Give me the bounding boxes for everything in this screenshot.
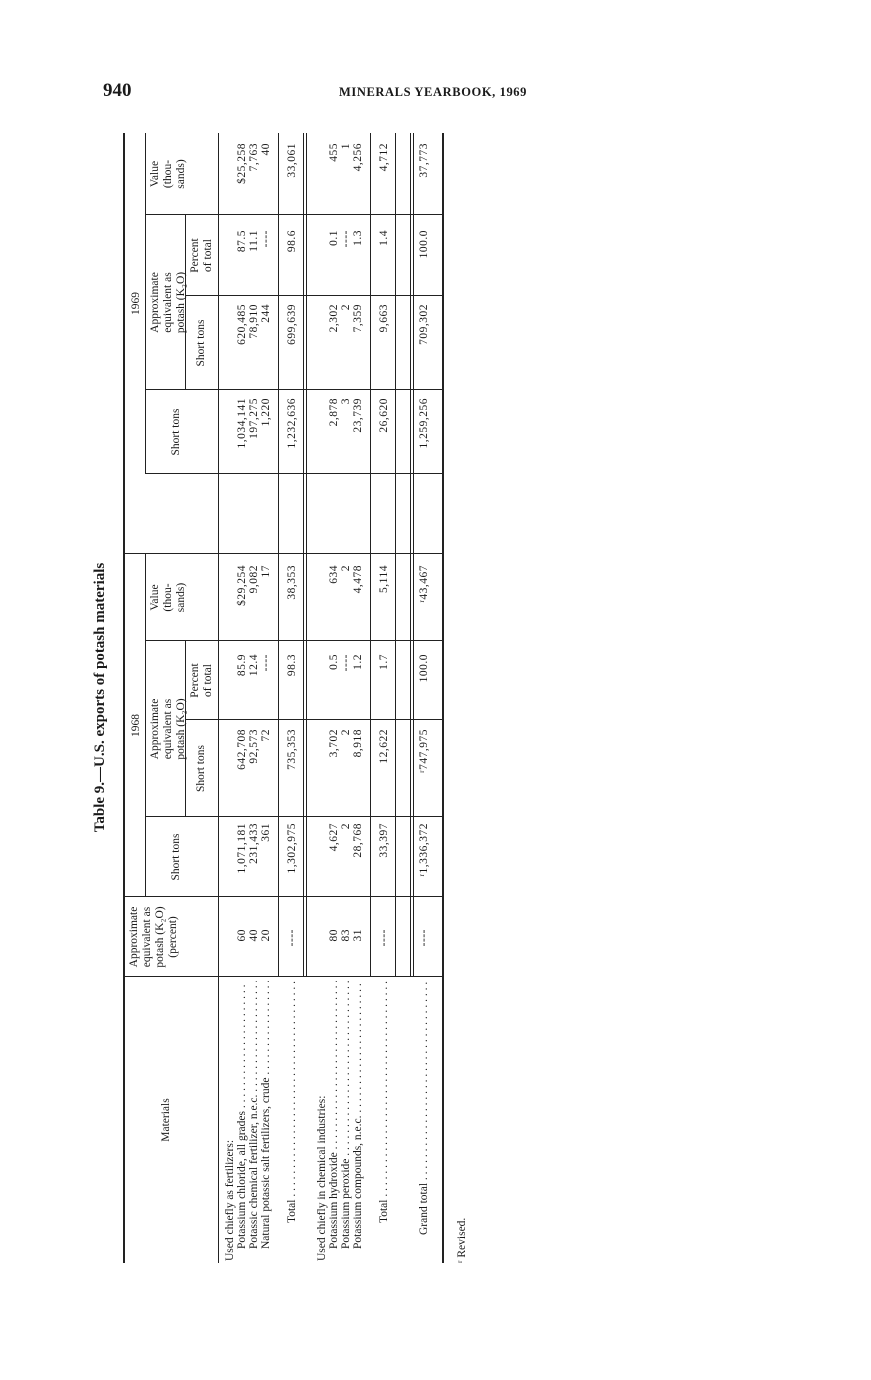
cell-short-tons-1968: 4,627 [328,823,340,852]
cell-k2o-1968: ʳ747,975 [418,729,430,773]
row-label: Potassium hydroxide . . . [328,981,341,1249]
cell-value-1969: 4,712 [378,143,390,172]
cell-short-tons-1968: 1,302,975 [286,823,298,874]
cell-percent-total-1969: 11.1 [248,230,260,252]
header-value-1968: Value (thou- sands) [149,582,187,613]
table-top-rule [123,133,125,1263]
rule-below-total [303,133,304,977]
cell-percent: 80 [328,929,340,942]
cell-short-tons-1968: 28,768 [352,823,364,858]
cell-percent: ---- [418,929,430,947]
table-title: Table 9.—U.S. exports of potash materials [92,562,108,833]
cell-percent-total-1968: ---- [260,654,272,672]
rule-above-grand-total [410,133,411,977]
cell-value-1969: 37,773 [418,143,430,178]
cell-percent-total-1969: ---- [260,230,272,248]
cell-value-1969: 40 [260,143,272,156]
cell-percent: 60 [236,929,248,942]
cell-percent-total-1969: 1.4 [378,230,390,246]
cell-value-1969: 7,763 [248,143,260,172]
header-short-tons-1969: Short tons [170,408,182,456]
cell-short-tons-1969: 23,739 [352,398,364,433]
cell-short-tons-1968: 231,433 [248,823,260,864]
row-label-total: Total . . . [378,981,391,1223]
row-label: Potassium compounds, n.e.c. . . . [352,981,365,1249]
cell-short-tons-1968: 361 [260,823,272,842]
cell-k2o-1968: 8,918 [352,729,364,758]
cell-percent-total-1968: ---- [340,654,352,672]
cell-k2o-1969: 244 [260,304,272,323]
header-year-1969: 1969 [130,292,142,315]
cell-value-1969: 4,256 [352,143,364,172]
rule-above-total [370,133,371,977]
rule-1968-span [145,554,146,897]
cell-value-1968: 634 [328,565,340,584]
cell-k2o-1968: 12,622 [378,729,390,764]
cell-short-tons-1968: 33,397 [378,823,390,858]
cell-short-tons-1969: 1,232,636 [286,398,298,449]
col-sep [186,295,442,296]
header-percent-total-1969: Percent of total [189,238,214,273]
cell-short-tons-1968: ʳ1,336,372 [418,823,430,877]
group-label-chemical: Used chiefly in chemical industries: [316,1095,328,1261]
cell-percent: 31 [352,929,364,942]
cell-percent-total-1969: 1.3 [352,230,364,246]
cell-k2o-1968: 3,702 [328,729,340,758]
cell-k2o-1969: 699,639 [286,304,298,345]
cell-k2o-1968: 2 [340,729,352,736]
cell-short-tons-1968: 2 [340,823,352,830]
cell-short-tons-1969: 26,620 [378,398,390,433]
cell-percent-total-1969: 0.1 [328,230,340,246]
cell-percent-total-1969: 98.6 [286,230,298,253]
header-short-tons-1968: Short tons [170,833,182,881]
header-sub-short-tons-1968: Short tons [195,745,207,792]
cell-value-1968: 2 [340,565,352,572]
cell-percent-total-1968: 85.9 [236,654,248,677]
row-label: Potassium peroxide . . . [340,981,353,1249]
cell-value-1968: 38,353 [286,565,298,600]
rule-below-total [395,133,396,977]
header-percent-total-1968: Percent of total [189,663,214,698]
row-label: Potassium chloride, all grades . . . [236,981,249,1249]
cell-short-tons-1968: 1,071,181 [236,823,248,874]
cell-k2o-1969: 709,302 [418,304,430,345]
rotated-table [90,120,475,1275]
header-bottom-rule [218,133,219,1263]
cell-percent: ---- [286,929,298,947]
rule-1969-span [145,133,146,474]
cell-value-1968: 9,082 [248,565,260,594]
header-approx-1969: Approximate equivalent as potash (K₂O) [149,271,187,334]
cell-percent-total-1968: 12.4 [248,654,260,677]
cell-percent: ---- [378,929,390,947]
cell-percent: 20 [260,929,272,942]
cell-short-tons-1969: 1,220 [260,398,272,427]
cell-k2o-1969: 620,485 [236,304,248,345]
group-label-fertilizers: Used chiefly as fertilizers: [224,1139,236,1261]
cell-value-1969: 455 [328,143,340,162]
table-bottom-rule [442,133,444,1263]
row-label: Natural potassic salt fertilizers, crude . . . [260,981,273,1249]
col-sep [186,719,442,720]
rule-above-grand-total [413,133,414,977]
row-label-total: Total . . . [286,981,299,1223]
cell-k2o-1969: 2,302 [328,304,340,333]
cell-percent-total-1968: 0.5 [328,654,340,670]
cell-percent-total-1968: 100.0 [418,654,430,683]
row-label-grand-total: Grand total . . . [418,981,431,1235]
rule-below-total [306,133,307,977]
cell-value-1968: 17 [260,565,272,578]
cell-k2o-1968: 735,353 [286,729,298,770]
cell-k2o-1968: 92,573 [248,729,260,764]
cell-percent-total-1969: 87.5 [236,230,248,253]
header-materials: Materials [160,1098,172,1142]
cell-value-1968: 4,478 [352,565,364,594]
cell-short-tons-1969: 1,034,141 [236,398,248,449]
cell-percent: 83 [340,929,352,942]
cell-percent-total-1969: ---- [340,230,352,248]
footnote: ʳ Revised. [456,1217,468,1263]
cell-percent: 40 [248,929,260,942]
cell-value-1969: 1 [340,143,352,150]
row-label: Potassic chemical fertilizer, n.e.c. . . . [248,981,261,1249]
cell-k2o-1969: 9,663 [378,304,390,333]
cell-short-tons-1969: 2,878 [328,398,340,427]
cell-short-tons-1969: 3 [340,398,352,405]
cell-value-1968: ʳ43,467 [418,565,430,603]
header-approx-percent: Approximate equivalent as potash (K₂O) (percent) [128,906,179,968]
header-value-1969: Value (thou- sands) [149,159,187,189]
header-year-1968: 1968 [130,714,142,737]
running-head: MINERALS YEARBOOK, 1969 [339,85,528,99]
cell-value-1969: 33,061 [286,143,298,178]
cell-k2o-1969: 7,359 [352,304,364,333]
cell-value-1968: 5,114 [378,565,390,593]
cell-k2o-1969: 2 [340,304,352,311]
header-sub-short-tons-1969: Short tons [195,319,207,367]
cell-percent-total-1969: 100.0 [418,230,430,259]
cell-value-1968: $29,254 [236,565,248,606]
cell-k2o-1968: 72 [260,729,272,742]
cell-short-tons-1969: 1,259,256 [418,398,430,449]
cell-short-tons-1969: 197,275 [248,398,260,439]
header-approx-1968: Approximate equivalent as potash (K₂O) [149,698,187,760]
cell-value-1969: $25,258 [236,143,248,184]
rule-above-total [278,133,279,977]
cell-percent-total-1968: 98.3 [286,654,298,677]
cell-k2o-1968: 642,708 [236,729,248,770]
page-number: 940 [103,80,132,101]
cell-percent-total-1968: 1.2 [352,654,364,670]
cell-percent-total-1968: 1.7 [378,654,390,670]
cell-k2o-1969: 78,910 [248,304,260,339]
